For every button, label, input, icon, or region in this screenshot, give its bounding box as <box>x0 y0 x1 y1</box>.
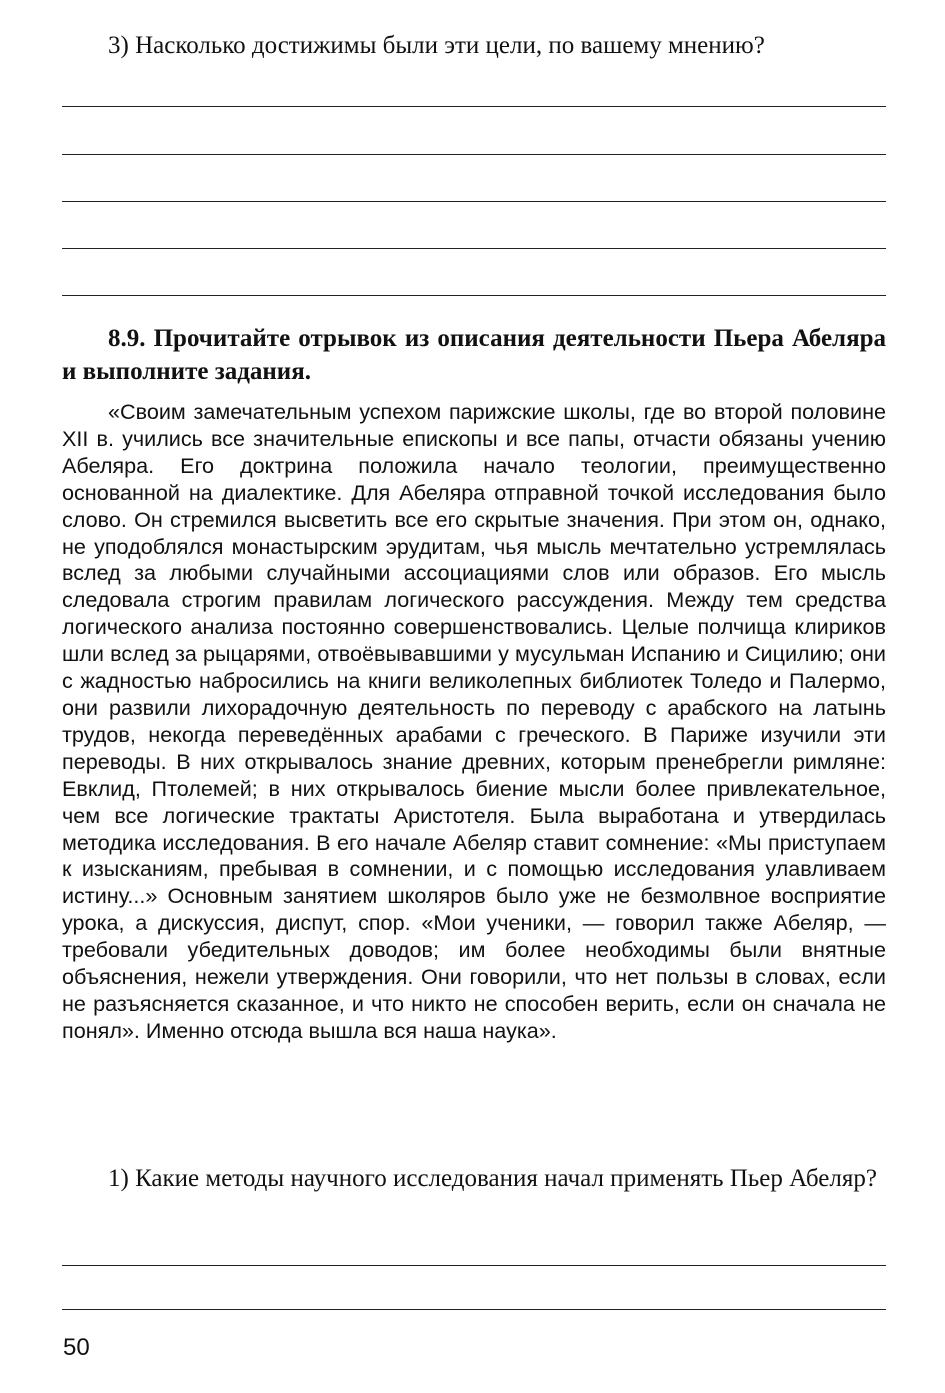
section-number: 8.9. <box>108 325 146 352</box>
section-heading <box>62 322 886 388</box>
question-3: 3) Насколько достижимы были эти цели, по вашему мнению? <box>108 32 765 59</box>
answer-line[interactable] <box>62 201 886 202</box>
page-number: 50 <box>63 1334 90 1361</box>
answer-line[interactable] <box>62 248 886 249</box>
answer-line[interactable] <box>62 1265 886 1266</box>
answer-line[interactable] <box>62 295 886 296</box>
answer-line[interactable] <box>62 106 886 107</box>
question-1: 1) Какие методы научного исследования начал применять Пьер Абеляр? <box>108 1165 877 1192</box>
answer-line[interactable] <box>62 154 886 155</box>
answer-line[interactable] <box>62 1309 886 1310</box>
abelard-passage: «Своим замечательным успехом парижские школы, где во второй половине XII в. учились все значительные епископы и все папы, отчасти обязаны учению Абеляра. Его доктрина положила начало теологии, преимущественно основанной на диалектике. Для Абеляра отправной точкой исследования было слово. Он стремился высветить все его скрытые значения. При этом он, однако, не уподоблялся монастырским эрудитам, чья мысль мечтательно устремлялась вслед за любыми случайными ассоциациями слов или образов. Его мысль следовала строгим правилам логического рассуждения. Между тем средства логического анализа постоянно совершенствовались. Целые полчища клириков шли вслед за рыцарями, отвоёвывавшими у мусульман Испанию и Сицилию; они с жадностью набросились на книги великолепных библиотек Толедо и Палермо, они развили лихорадочную деятельность по переводу с арабского на латынь трудов, некогда переведённых арабами с греческого. В Париже изучили эти переводы. В них открывалось знание древних, которым пренебрегли римляне: Евклид, Птолемей; в них открывалось биение мысли более привлекательное, чем все логические трактаты Аристотеля. Была выработана и утвердилась методика исследования. В его начале Абеляр ставит сомнение: «Мы приступаем к изысканиям, пребывая в сомнении, и с помощью исследования улавливаем истину...» Основным занятием школяров было уже не безмолвное восприятие урока, а дискуссия, диспут, спор. «Мои ученики, — говорил также Абеляр, — требовали убедительных доводов; им более необходимы были внятные объяснения, нежели утверждения. Они говорили, что нет пользы в словах, если не разъясняется сказанное, и что никто не способен верить, если он сначала не понял». Именно отсюда вышла вся наша наука». <box>62 399 886 1043</box>
section-title: Прочитайте отрывок из описания деятельности Пьера Абеляра и выполните задания. <box>62 325 886 385</box>
